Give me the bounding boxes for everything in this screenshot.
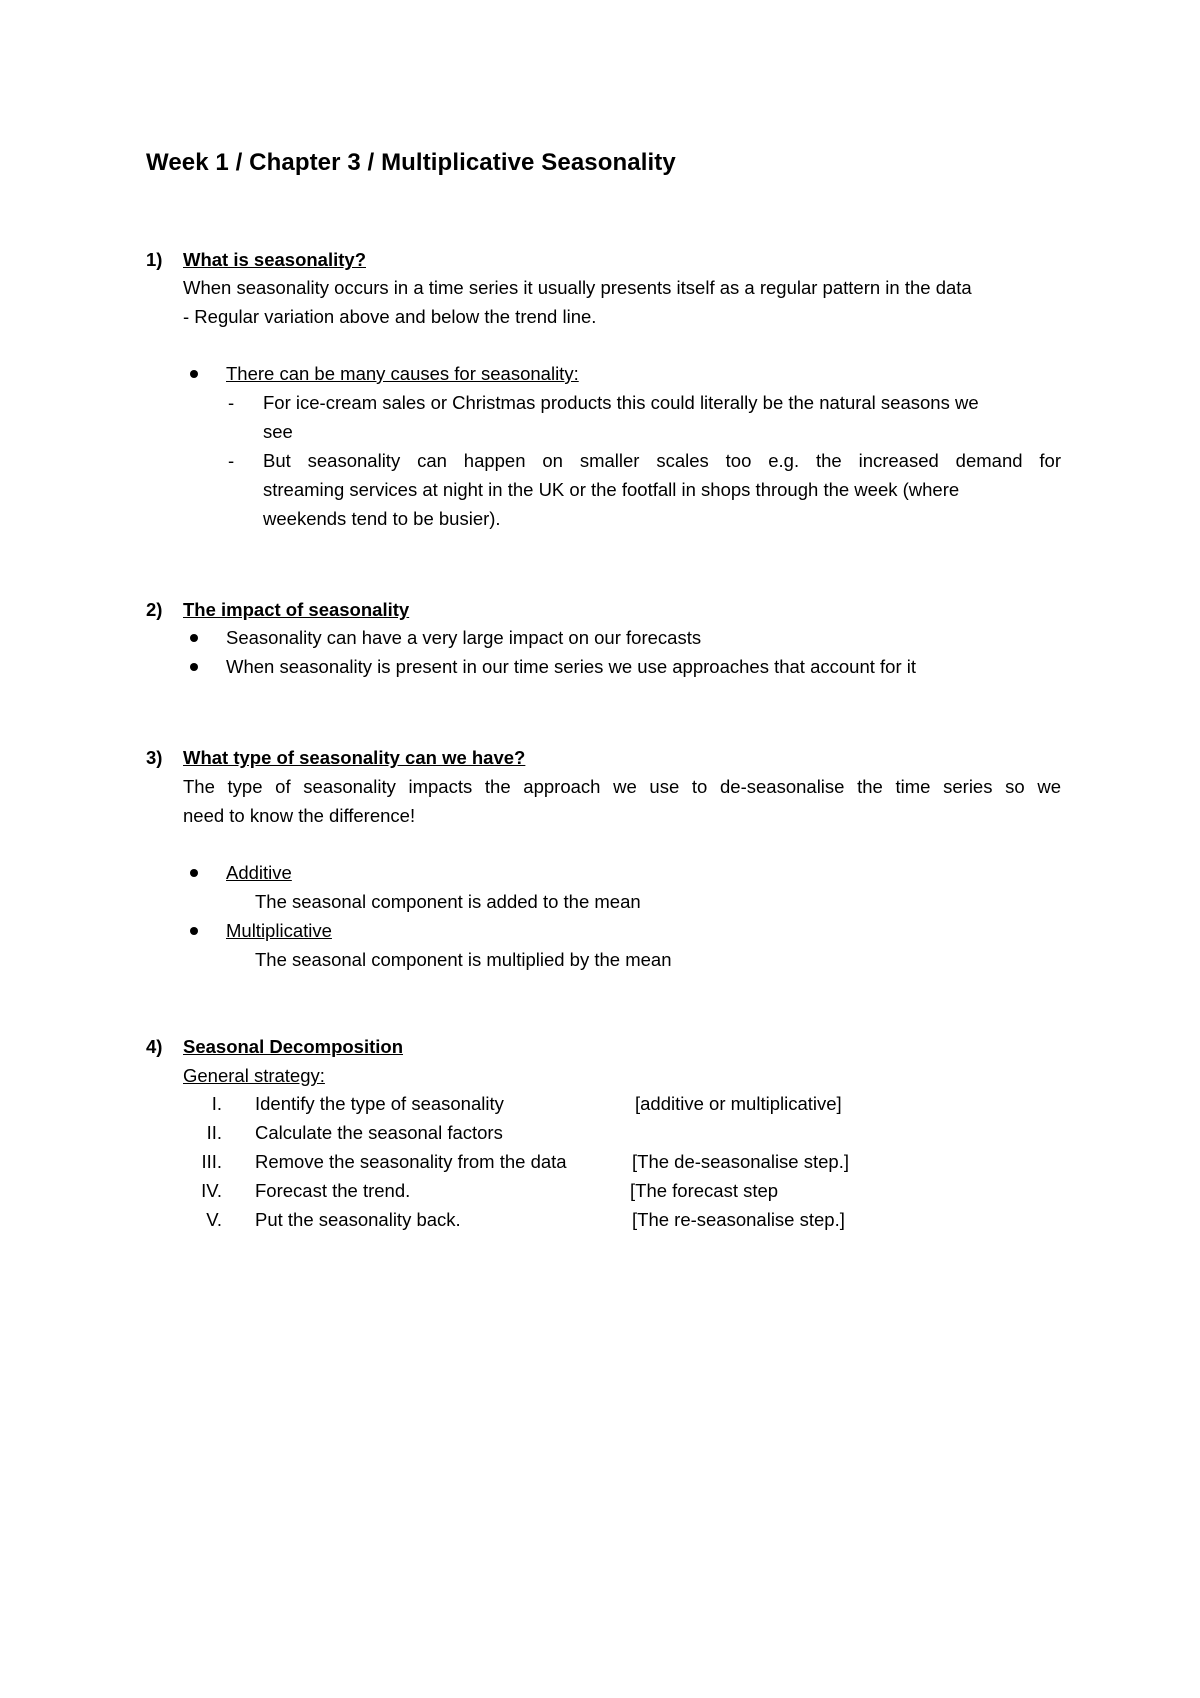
step-2-text: Calculate the seasonal factors bbox=[255, 1122, 503, 1143]
section-1-heading: What is seasonality? bbox=[183, 249, 366, 270]
section-3-item-2-label: Multiplicative bbox=[226, 920, 332, 941]
section-4-subheading: General strategy: bbox=[183, 1065, 325, 1086]
section-1-para-line-2: - Regular variation above and below the trend line. bbox=[183, 306, 597, 327]
step-3-text: Remove the seasonality from the data bbox=[255, 1151, 567, 1172]
section-3-item-1-desc: The seasonal component is added to the mean bbox=[255, 891, 641, 912]
step-3-numeral: III. bbox=[201, 1151, 222, 1172]
bullet-icon bbox=[190, 663, 198, 671]
page-title: Week 1 / Chapter 3 / Multiplicative Seasonality bbox=[146, 149, 676, 176]
dash-icon: - bbox=[228, 392, 235, 413]
section-1-number: 1) bbox=[146, 249, 163, 270]
bullet-icon bbox=[190, 927, 198, 935]
section-2-bullet-1: Seasonality can have a very large impact on our forecasts bbox=[226, 627, 702, 648]
bullet-icon bbox=[190, 869, 198, 877]
section-4-heading: Seasonal Decomposition bbox=[183, 1036, 403, 1057]
step-1-note: [additive or multiplicative] bbox=[635, 1093, 842, 1114]
section-1-dash-2-line-3: weekends tend to be busier). bbox=[263, 508, 501, 529]
step-5-numeral: V. bbox=[206, 1209, 222, 1230]
step-4-text: Forecast the trend. bbox=[255, 1180, 411, 1201]
section-2-number: 2) bbox=[146, 599, 163, 620]
section-3-para-line-2: need to know the difference! bbox=[183, 805, 416, 826]
section-3-heading: What type of seasonality can we have? bbox=[183, 747, 526, 768]
step-4-numeral: IV. bbox=[201, 1180, 222, 1201]
section-2-heading: The impact of seasonality bbox=[183, 599, 410, 620]
step-5-text: Put the seasonality back. bbox=[255, 1209, 461, 1230]
section-2-bullet-2: When seasonality is present in our time series we use approaches that account for it bbox=[226, 656, 916, 677]
bullet-icon bbox=[190, 634, 198, 642]
step-3-note: [The de-seasonalise step.] bbox=[632, 1151, 849, 1172]
section-3-item-1-label: Additive bbox=[226, 862, 292, 883]
section-1-dash-2-line-2: streaming services at night in the UK or the footfall in shops through the week (where bbox=[263, 479, 960, 500]
section-4-number: 4) bbox=[146, 1036, 163, 1057]
section-1-dash-1-line-1: For ice-cream sales or Christmas products this could literally be the natural seasons we bbox=[263, 392, 979, 413]
step-1-text: Identify the type of seasonality bbox=[255, 1093, 504, 1114]
section-1-bullet-1: There can be many causes for seasonality: bbox=[226, 363, 579, 384]
step-1-numeral: I. bbox=[211, 1093, 222, 1114]
section-3-para-line-1: The type of seasonality impacts the approach we use to de-seasonalise the time series so we bbox=[183, 776, 1061, 797]
section-3-item-2-desc: The seasonal component is multiplied by the mean bbox=[255, 949, 672, 970]
step-2-numeral: II. bbox=[206, 1122, 222, 1143]
section-1-para-line-1: When seasonality occurs in a time series it usually presents itself as a regular pattern in the data bbox=[183, 277, 972, 298]
section-1-dash-2-line-1: But seasonality can happen on smaller scales too e.g. the increased demand for bbox=[263, 450, 1061, 471]
step-4-note: [The forecast step bbox=[630, 1180, 779, 1201]
step-5-note: [The re-seasonalise step.] bbox=[632, 1209, 845, 1230]
section-3-number: 3) bbox=[146, 747, 163, 768]
dash-icon: - bbox=[228, 450, 235, 471]
section-1-dash-1-line-2: see bbox=[263, 421, 293, 442]
bullet-icon bbox=[190, 370, 198, 378]
